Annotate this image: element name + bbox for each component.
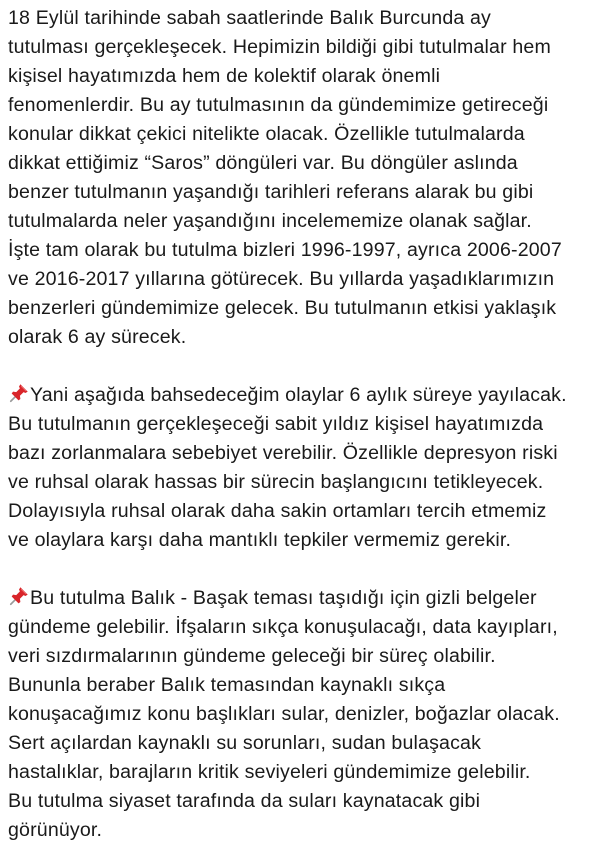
text-line [8, 236, 598, 265]
text-line [8, 323, 598, 352]
line-text: kişisel hayatımızda hem de kolektif olarak önemli [8, 65, 441, 87]
line-text: Dolayısıyla ruhsal olarak daha sakin ortamları tercih etmemiz [8, 500, 547, 522]
text-line [8, 149, 598, 178]
line-text: benzer tutulmanın yaşandığı tarihleri referans alarak bu gibi [8, 181, 534, 203]
paragraph-2 [8, 381, 598, 555]
text-line [8, 381, 598, 410]
text-line [8, 526, 598, 555]
line-text: veri sızdırmalarının gündeme geleceği bir süreç olabilir. [8, 645, 496, 667]
text-line [8, 265, 598, 294]
line-text: Bununla beraber Balık temasından kaynaklı sıkça [8, 674, 446, 696]
line-text: benzerleri gündemimize gelecek. Bu tutulmanın etkisi yaklaşık [8, 297, 557, 319]
text-line [8, 4, 598, 33]
line-text: konular dikkat çekici nitelikte olacak. Özellikle tutulmalarda [8, 123, 525, 145]
text-line [8, 816, 598, 845]
line-text: olarak 6 ay sürecek. [8, 326, 187, 348]
post-text-body [8, 4, 598, 845]
line-text: hastalıklar, barajların kritik seviyeleri gündemimize gelebilir. [8, 761, 531, 783]
line-text: konuşacağımız konu başlıkları sular, denizler, boğazlar olacak. [8, 703, 560, 725]
line-text: gündeme gelebilir. İfşaların sıkça konuşulacağı, data kayıpları, [8, 616, 558, 638]
text-line [8, 91, 598, 120]
paragraph-1 [8, 4, 598, 352]
pushpin-icon [8, 382, 30, 404]
text-line [8, 613, 598, 642]
text-line [8, 729, 598, 758]
text-line [8, 468, 598, 497]
line-text: İşte tam olarak bu tutulma bizleri 1996-1997, ayrıca 2006-2007 [8, 239, 562, 261]
text-line [8, 700, 598, 729]
line-text: ve olaylara karşı daha mantıklı tepkiler vermemiz gerekir. [8, 529, 512, 551]
text-line [8, 120, 598, 149]
paragraph-spacer [8, 555, 598, 584]
text-line [8, 410, 598, 439]
line-text: Yani aşağıda bahsedeceğim olaylar 6 aylık süreye yayılacak. [30, 384, 567, 406]
paragraph-3 [8, 584, 598, 845]
text-line [8, 671, 598, 700]
line-text: 18 Eylül tarihinde sabah saatlerinde Balık Burcunda ay [8, 7, 491, 29]
line-text: görünüyor. [8, 819, 103, 841]
line-text: Sert açılardan kaynaklı su sorunları, sudan bulaşacak [8, 732, 482, 754]
line-text: Bu tutulma siyaset tarafında da suları kaynatacak gibi [8, 790, 481, 812]
line-text: Bu tutulmanın gerçekleşeceği sabit yıldız kişisel hayatımızda [8, 413, 544, 435]
text-line [8, 787, 598, 816]
text-line [8, 62, 598, 91]
line-text: dikkat ettiğimiz “Saros” döngüleri var. Bu döngüler aslında [8, 152, 518, 174]
line-text: Bu tutulma Balık - Başak teması taşıdığı için gizli belgeler [30, 587, 537, 609]
line-text: tutulmalarda neler yaşandığını incelememize olanak sağlar. [8, 210, 532, 232]
text-line [8, 178, 598, 207]
text-line [8, 439, 598, 468]
line-text: bazı zorlanmalara sebebiyet verebilir. Özellikle depresyon riski [8, 442, 558, 464]
line-text: fenomenlerdir. Bu ay tutulmasının da gündemimize getireceği [8, 94, 549, 116]
text-line [8, 497, 598, 526]
text-line [8, 642, 598, 671]
text-line [8, 294, 598, 323]
paragraph-spacer [8, 352, 598, 381]
text-line [8, 33, 598, 62]
line-text: ve ruhsal olarak hassas bir sürecin başlangıcını tetikleyecek. [8, 471, 544, 493]
text-line [8, 758, 598, 787]
text-line [8, 584, 598, 613]
line-text: ve 2016-2017 yıllarına götürecek. Bu yıllarda yaşadıklarımızın [8, 268, 555, 290]
pushpin-icon [8, 585, 30, 607]
line-text: tutulması gerçekleşecek. Hepimizin bildiği gibi tutulmalar hem [8, 36, 551, 58]
text-line [8, 207, 598, 236]
